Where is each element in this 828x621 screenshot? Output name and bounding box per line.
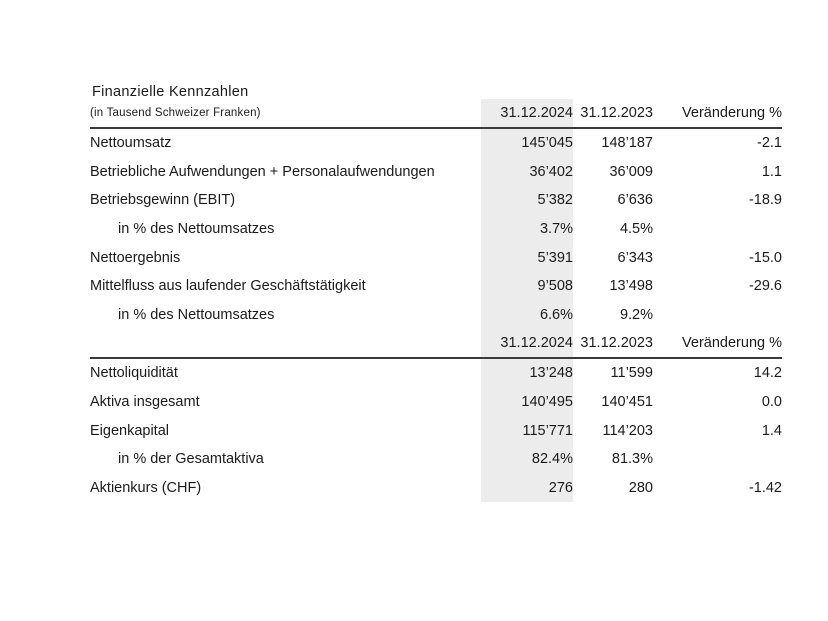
value-2024: 276 [481,474,573,503]
column-header-row [90,99,782,128]
value-2024: 6.6% [481,301,573,330]
table-row [90,186,782,215]
row-label: Nettoumsatz [90,135,172,152]
change-percent [653,301,782,330]
header-spacer [90,329,481,358]
value-2023: 4.5% [619,221,653,238]
value-2024: 9’508 [481,272,573,301]
change-percent: -18.9 [748,192,782,209]
value-2023: 13’498 [609,278,653,295]
change-percent: 14.2 [753,365,782,382]
value-2023: 148’187 [601,135,653,152]
value-2023: 81.3% [611,451,653,468]
table-row [90,215,782,244]
row-label: Nettoergebnis [90,249,181,266]
value-2024: 36’402 [481,158,573,187]
column-header: 31.12.2023 [573,99,653,128]
column-header-row [90,329,782,358]
value-2024: 82.4% [481,445,573,474]
row-label: Eigenkapital [90,422,169,439]
value-2023: 6’636 [617,192,653,209]
value-2024: 145’045 [481,128,573,158]
row-label: Betriebliche Aufwendungen + Personalaufwendungen [90,163,435,180]
table-body [90,99,782,502]
row-label: Nettoliquidität [90,365,178,382]
table-row [90,445,782,474]
value-2024: 5’382 [481,186,573,215]
column-header: 31.12.2024 [481,99,573,128]
value-2024: 13’248 [481,358,573,388]
row-label: in % des Nettoumsatzes [118,306,275,323]
value-2023: 140’451 [601,394,653,411]
column-header: 31.12.2023 [573,329,653,358]
table-row [90,128,782,158]
row-label: Aktienkurs (CHF) [90,479,202,496]
value-2023: 6’343 [617,249,653,266]
column-header: Veränderung % [653,329,782,358]
table-row [90,243,782,272]
change-percent: -2.1 [757,135,782,152]
value-2023: 280 [628,479,653,496]
table-row [90,272,782,301]
row-label: Betriebsgewinn (EBIT) [90,192,236,209]
change-percent: -15.0 [748,249,782,266]
units-note: (in Tausend Schweizer Franken) [90,99,481,128]
row-label: Mittelfluss aus laufender Geschäftstätigkeit [90,278,366,295]
change-percent: 1.1 [761,163,782,180]
value-2023: 114’203 [602,422,653,439]
table-row [90,416,782,445]
value-2023: 9.2% [619,306,653,323]
table-row [90,301,782,330]
column-header: 31.12.2024 [481,329,573,358]
row-label: in % der Gesamtaktiva [118,451,264,468]
table-row [90,388,782,417]
value-2024: 140’495 [481,388,573,417]
change-percent [653,215,782,244]
column-header: Veränderung % [653,99,782,128]
value-2024: 3.7% [481,215,573,244]
page-title: Finanzielle Kennzahlen [92,84,249,100]
table-row [90,358,782,388]
row-label: in % des Nettoumsatzes [118,221,275,238]
change-percent: -1.42 [748,479,782,496]
value-2024: 5’391 [481,243,573,272]
value-2023: 36’009 [609,163,653,180]
change-percent: -29.6 [748,278,782,295]
change-percent [653,445,782,474]
financial-key-figures-table [90,99,782,502]
table-row [90,474,782,503]
value-2024: 115’771 [481,416,573,445]
value-2023: 11’599 [610,365,653,382]
change-percent: 1.4 [761,422,782,439]
row-label: Aktiva insgesamt [90,394,200,411]
table-row [90,158,782,187]
change-percent: 0.0 [761,394,782,411]
